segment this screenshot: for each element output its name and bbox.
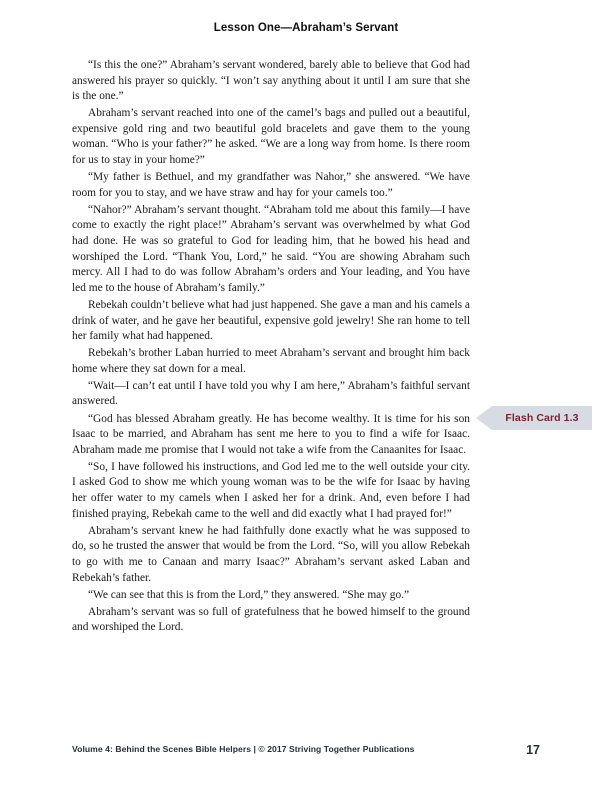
- paragraph: “God has blessed Abraham greatly. He has become wealthy. It is time for his son Isaac to be married, and Abraham has sent me here to you to find a wife for Isaac. Abraham made me promise that I would not take a wife from the Canaanites for Isaac.: [72, 412, 470, 456]
- flash-card-label: Flash Card 1.3: [505, 412, 579, 424]
- body-text-column: [72, 58, 470, 637]
- page-header-title: Lesson One—Abraham’s Servant: [213, 22, 399, 34]
- paragraph: “We can see that this is from the Lord,” they answered. “She may go.”: [88, 588, 410, 601]
- paragraph: Rebekah’s brother Laban hurried to meet Abraham’s servant and brought him back home where they sat down for a meal.: [72, 347, 470, 375]
- flash-card-callout: [492, 406, 592, 430]
- paragraph: Abraham’s servant was so full of gratefulness that he bowed himself to the ground and worshiped the Lord.: [72, 605, 470, 634]
- paragraph: Rebekah couldn’t believe what had just happened. She gave a man and his camels a drink of water, and he gave her beautiful, expensive gold jewelry! She ran home to tell her family what had happened.: [72, 298, 470, 343]
- page-footer: [72, 738, 540, 757]
- paragraph: “Wait—I can’t eat until I have told you why I am here,” Abraham’s faithful servant answered.: [72, 379, 470, 408]
- paragraph: Abraham’s servant reached into one of the camel’s bags and pulled out a beautiful, expensive gold ring and two beautiful gold bracelets and gave them to the young woman. “Who is your father?” he asked. “We are a long way from home. Is there room for us to stay in your home?”: [72, 107, 470, 167]
- paragraph: Abraham’s servant knew he had faithfully done exactly what he was supposed to do, so he trusted the answer that would be from the Lord. “So, will you allow Rebekah to go with me to Canaan and marry Isaac?” Abraham’s servant asked Laban and Rebekah’s father.: [72, 524, 470, 584]
- page-number: 17: [526, 743, 540, 757]
- footer-credit: Volume 4: Behind the Scenes Bible Helpers | © 2017 Striving Together Publications: [72, 744, 415, 754]
- flash-card-arrow-icon: [476, 406, 492, 430]
- paragraph: “Nahor?” Abraham’s servant thought. “Abraham told me about this family—I have come to exactly the right place!” Abraham’s servant was overwhelmed by what God had done. He was so grateful to God for leading him, that he bowed his head and worshiped the Lord. “Thank You, Lord,” he said. “You are showing Abraham such mercy. All I had to do was follow Abraham’s orders and Your leading, and You have led me to the house of Abraham’s family.”: [72, 203, 470, 294]
- paragraph: “My father is Bethuel, and my grandfather was Nahor,” she answered. “We have room for you to stay, and we have straw and hay for your camels too.”: [72, 171, 470, 199]
- paragraph: “So, I have followed his instructions, and God led me to the well outside your city. I asked God to show me which young woman was to be the wife for Isaac by having her offer water to my camels when I asked her for a drink. And, even before I had finished praying, Rebekah came to the well and did exactly what I had prayed for!”: [72, 460, 470, 520]
- paragraph: “Is this the one?” Abraham’s servant wondered, barely able to believe that God had answered his prayer so quickly. “I won’t say anything about it until I am sure that she is the one.”: [72, 59, 470, 103]
